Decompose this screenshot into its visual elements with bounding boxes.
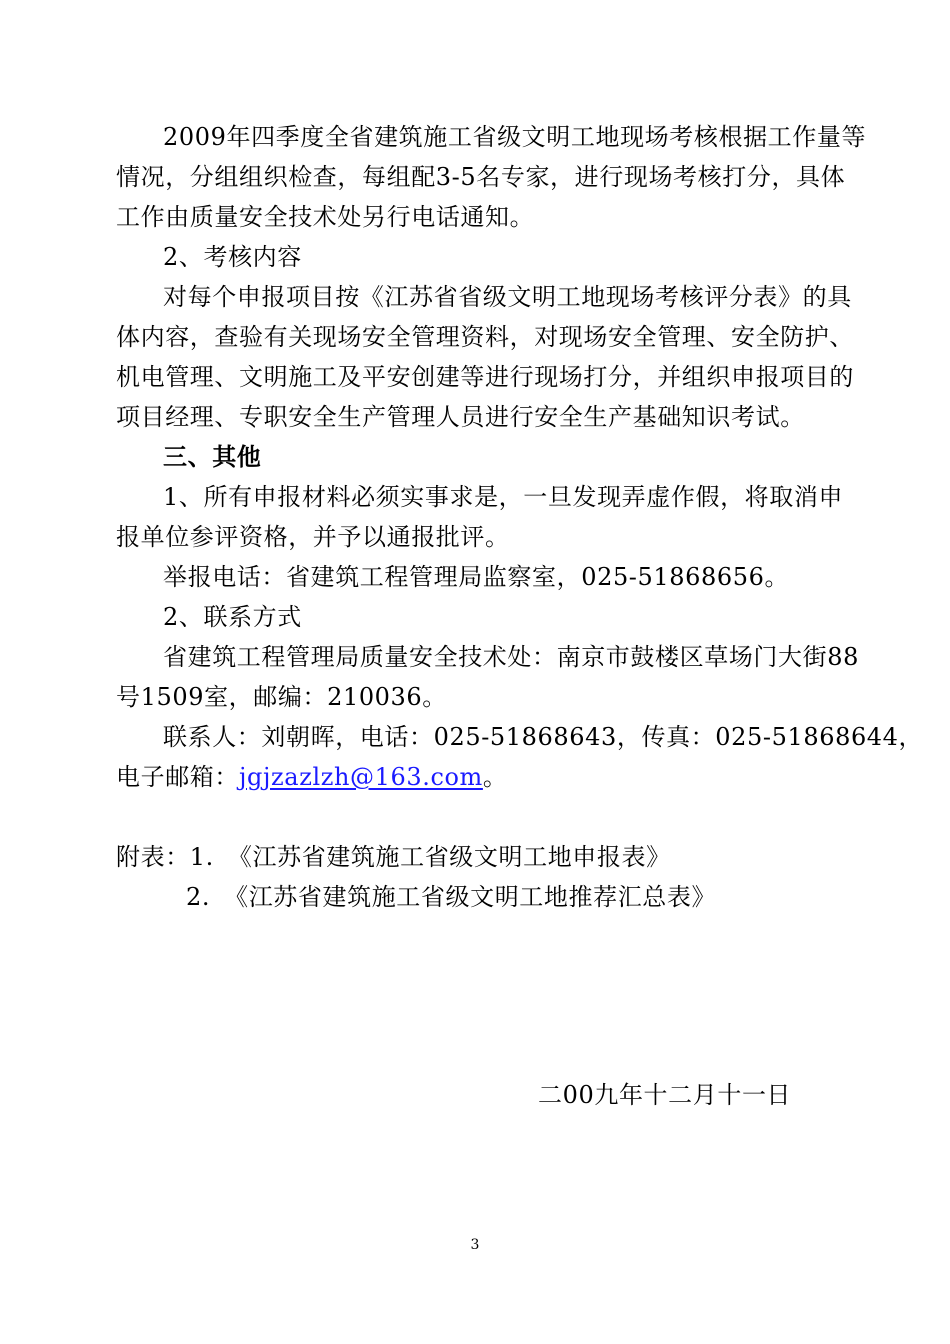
paragraph-line: 1、所有申报材料必须实事求是，一旦发现弄虚作假，将取消申 [163, 483, 844, 511]
paragraph-line: 对每个申报项目按《江苏省省级文明工地现场考核评分表》的具 [163, 283, 852, 311]
paragraph-line: 情况，分组组织检查，每组配3-5名专家，进行现场考核打分，具体 [116, 163, 846, 191]
attachment-label: 附表：1. [116, 843, 214, 871]
paragraph-line: 机电管理、文明施工及平安创建等进行现场打分，并组织申报项目的 [116, 363, 854, 391]
paragraph-line: 举报电话：省建筑工程管理局监察室，025-51868656。 [163, 563, 790, 591]
paragraph-line: 体内容，查验有关现场安全管理资料，对现场安全管理、安全防护、 [116, 323, 854, 351]
attachment-line [116, 843, 671, 871]
paragraph-line [116, 763, 508, 791]
attachment-item: 《江苏省建筑施工省级文明工地推荐汇总表》 [224, 883, 717, 911]
punctuation: 。 [482, 763, 508, 791]
section-heading: 三、其他 [163, 442, 262, 471]
attachment-number: 2. [186, 883, 211, 911]
section-heading: 2、联系方式 [163, 603, 302, 631]
attachment-item: 《江苏省建筑施工省级文明工地申报表》 [227, 843, 671, 871]
document-date: 二00九年十二月十一日 [538, 1081, 792, 1109]
paragraph-line: 2009年四季度全省建筑施工省级文明工地现场考核根据工作量等 [163, 123, 867, 151]
email-link[interactable]: jgjzazlzh@163.com [239, 763, 483, 791]
paragraph-line: 报单位参评资格，并予以通报批评。 [116, 523, 510, 551]
paragraph-line: 工作由质量安全技术处另行电话通知。 [116, 203, 535, 231]
email-label: 电子邮箱： [116, 763, 239, 791]
page-number: 3 [470, 1237, 480, 1253]
paragraph-line: 号1509室，邮编：210036。 [116, 683, 447, 711]
paragraph-line: 联系人：刘朝晖，电话：025-51868643，传真：025-51868644， [163, 723, 924, 751]
paragraph-line: 项目经理、专职安全生产管理人员进行安全生产基础知识考试。 [116, 403, 805, 431]
attachment-line [186, 883, 716, 911]
paragraph-line: 省建筑工程管理局质量安全技术处：南京市鼓楼区草场门大街88 [163, 643, 859, 671]
section-heading: 2、考核内容 [163, 243, 302, 271]
